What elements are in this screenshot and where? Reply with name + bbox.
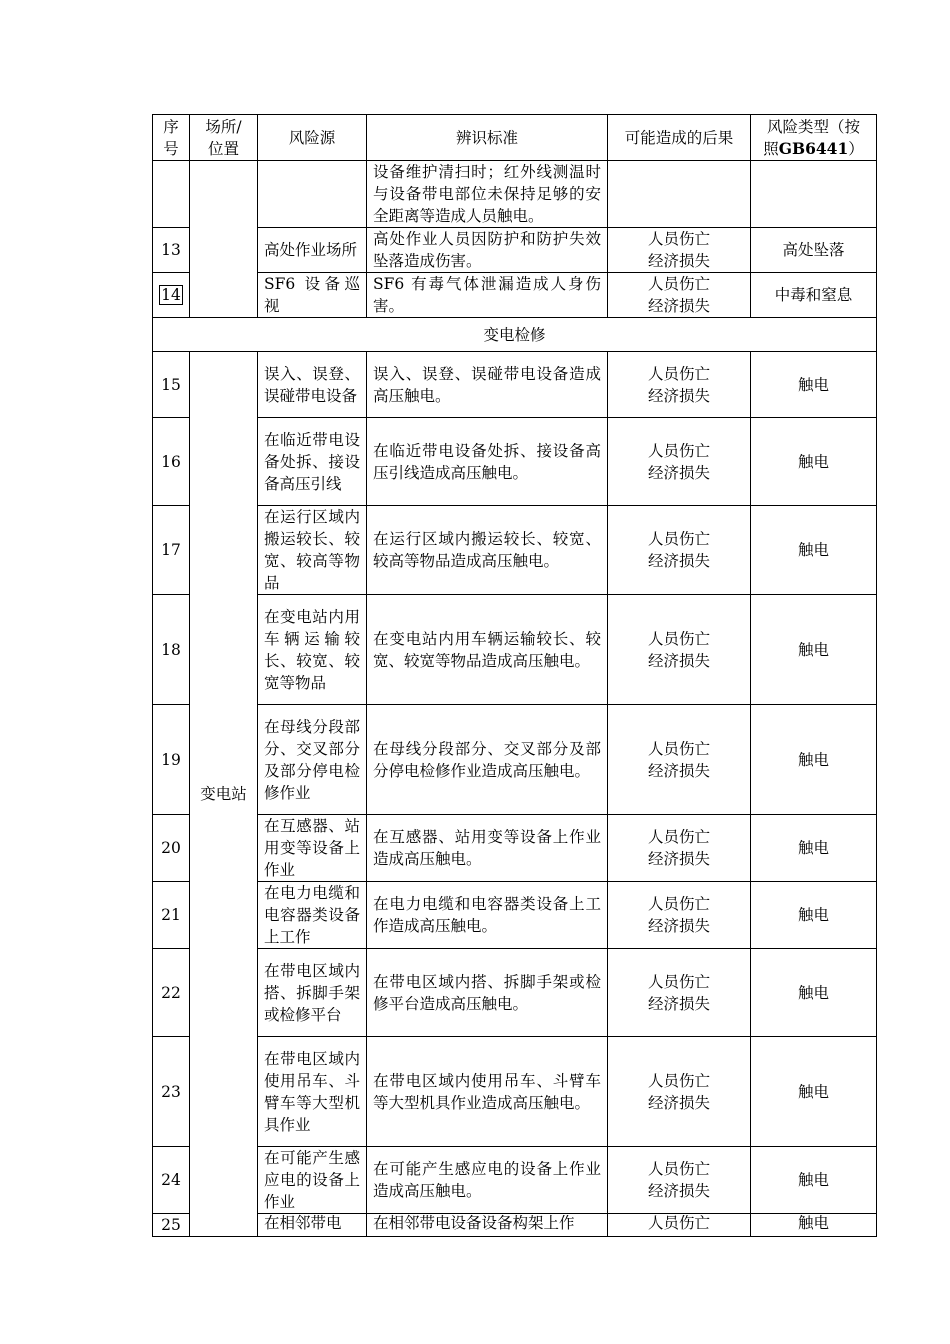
row-criteria: 在可能产生感应电的设备上作业造成高压触电。 [367, 1147, 608, 1214]
header-seq: 序号 [153, 115, 190, 161]
row-consequence [608, 815, 751, 882]
table-row [153, 352, 877, 418]
row-seq: 21 [153, 882, 190, 949]
row-risk-type: 触电 [751, 595, 877, 705]
row-consequence-line: 经济损失 [647, 1093, 710, 1112]
row-seq [153, 161, 190, 228]
row-seq: 16 [153, 418, 190, 506]
row-consequence-line: 人员伤亡 [647, 441, 710, 460]
risk-identification-table [152, 114, 877, 1237]
row-criteria: 在运行区域内搬运较长、较宽、较高等物品造成高压触电。 [367, 506, 608, 595]
row-risk-type: 触电 [751, 352, 877, 418]
row-consequence [608, 352, 751, 418]
row-consequence-line: 经济损失 [647, 463, 710, 482]
row-criteria: 在带电区域内搭、拆脚手架或检修平台造成高压触电。 [367, 949, 608, 1037]
row-risk-source: 在互感器、站用变等设备上作业 [258, 815, 367, 882]
row-consequence-line: 经济损失 [647, 252, 710, 270]
table-row [153, 815, 877, 882]
row-risk-type: 触电 [751, 705, 877, 815]
row-consequence-line: 人员伤亡 [647, 230, 710, 248]
row-risk-source: 误入、误登、误碰带电设备 [258, 352, 367, 418]
row-consequence [608, 161, 751, 228]
row-risk-source: 在可能产生感应电的设备上作业 [258, 1147, 367, 1214]
header-criteria: 辨识标准 [367, 115, 608, 161]
row-consequence-line: 经济损失 [647, 651, 710, 670]
row-location-empty [190, 161, 258, 318]
row-seq-boxed: 14 [161, 286, 181, 304]
row-risk-type: 触电 [751, 882, 877, 949]
row-consequence-line: 经济损失 [647, 386, 710, 405]
row-risk-type: 高处坠落 [751, 228, 877, 273]
row-consequence-line: 人员伤亡 [647, 739, 710, 758]
row-seq: 20 [153, 815, 190, 882]
row-risk-source [258, 161, 367, 228]
row-seq: 22 [153, 949, 190, 1037]
row-risk-type: 触电 [751, 506, 877, 595]
row-consequence-line: 人员伤亡 [647, 1160, 710, 1178]
row-risk-source: 高处作业场所 [258, 228, 367, 273]
row-consequence [608, 228, 751, 273]
table-row [153, 418, 877, 506]
table-row [153, 595, 877, 705]
row-consequence-line: 经济损失 [647, 297, 710, 315]
section-title: 变电检修 [153, 318, 877, 352]
row-criteria: 误入、误登、误碰带电设备造成高压触电。 [367, 352, 608, 418]
table-row [153, 949, 877, 1037]
header-risk-source: 风险源 [258, 115, 367, 161]
header-risk-type-prefix: 风险类型（按照 [763, 117, 860, 158]
row-consequence-line: 经济损失 [647, 552, 710, 570]
table-row [153, 1214, 877, 1237]
row-consequence [608, 705, 751, 815]
row-risk-source: SF6 设备巡视 [258, 273, 367, 318]
row-risk-type: 触电 [751, 1037, 877, 1147]
row-seq: 23 [153, 1037, 190, 1147]
table-row [153, 506, 877, 595]
row-risk-type: 触电 [751, 418, 877, 506]
table-row [153, 882, 877, 949]
table-row [153, 161, 877, 228]
row-risk-source: 在带电区域内搭、拆脚手架或检修平台 [258, 949, 367, 1037]
row-criteria: 在变电站内用车辆运输较长、较宽、较宽等物品造成高压触电。 [367, 595, 608, 705]
row-risk-type [751, 161, 877, 228]
header-risk-type-standard: GB6441 [778, 138, 849, 158]
row-risk-type: 触电 [751, 1147, 877, 1214]
row-risk-type: 触电 [751, 949, 877, 1037]
risk-table-page [152, 114, 876, 1237]
row-consequence-line: 人员伤亡 [647, 972, 710, 991]
row-risk-source: 在母线分段部分、交叉部分及部分停电检修作业 [258, 705, 367, 815]
row-consequence-line: 人员伤亡 [647, 1071, 710, 1090]
header-consequence: 可能造成的后果 [608, 115, 751, 161]
header-risk-type [751, 115, 877, 161]
section-row [153, 318, 877, 352]
row-consequence-line: 人员伤亡 [647, 364, 710, 383]
row-consequence [608, 273, 751, 318]
row-consequence-line: 经济损失 [647, 1182, 710, 1200]
row-criteria: SF6 有毒气体泄漏造成人身伤害。 [367, 273, 608, 318]
row-consequence [608, 1147, 751, 1214]
row-risk-type: 触电 [751, 1214, 877, 1237]
table-row [153, 1147, 877, 1214]
row-risk-source: 在电力电缆和电容器类设备上工作 [258, 882, 367, 949]
row-seq: 19 [153, 705, 190, 815]
row-consequence [608, 1037, 751, 1147]
row-risk-source: 在带电区域内使用吊车、斗臂车等大型机具作业 [258, 1037, 367, 1147]
row-risk-source: 在变电站内用车辆运输较长、较宽、较宽等物品 [258, 595, 367, 705]
header-risk-type-suffix: ） [848, 139, 864, 158]
table-row [153, 228, 877, 273]
row-consequence [608, 418, 751, 506]
table-header-row [153, 115, 877, 161]
row-consequence-line: 人员伤亡 [647, 530, 710, 548]
row-consequence: 人员伤亡 [608, 1214, 751, 1237]
row-risk-type: 中毒和窒息 [751, 273, 877, 318]
table-row [153, 1037, 877, 1147]
row-consequence-line: 经济损失 [647, 761, 710, 780]
row-seq: 15 [153, 352, 190, 418]
table-row [153, 705, 877, 815]
row-criteria: 在母线分段部分、交叉部分及部分停电检修作业造成高压触电。 [367, 705, 608, 815]
row-risk-source: 在运行区域内搬运较长、较宽、较高等物品 [258, 506, 367, 595]
row-consequence [608, 595, 751, 705]
row-criteria: 高处作业人员因防护和防护失效坠落造成伤害。 [367, 228, 608, 273]
row-consequence [608, 949, 751, 1037]
row-seq: 17 [153, 506, 190, 595]
row-criteria: 在带电区域内使用吊车、斗臂车等大型机具作业造成高压触电。 [367, 1037, 608, 1147]
table-row [153, 273, 877, 318]
header-location: 场所/位置 [190, 115, 258, 161]
row-consequence-line: 经济损失 [647, 850, 710, 868]
row-consequence-line: 人员伤亡 [647, 828, 710, 846]
row-consequence-line: 经济损失 [647, 994, 710, 1013]
row-risk-source: 在临近带电设备处拆、接设备高压引线 [258, 418, 367, 506]
row-consequence-line: 人员伤亡 [647, 895, 710, 913]
row-criteria: 在相邻带电设备设备构架上作 [367, 1214, 608, 1237]
row-consequence-line: 人员伤亡 [647, 629, 710, 648]
row-location: 变电站 [190, 352, 258, 1237]
row-consequence [608, 882, 751, 949]
row-seq: 18 [153, 595, 190, 705]
row-consequence [608, 506, 751, 595]
row-risk-type: 触电 [751, 815, 877, 882]
row-seq [153, 273, 190, 318]
row-seq: 13 [153, 228, 190, 273]
row-consequence-line: 经济损失 [647, 917, 710, 935]
row-seq: 25 [153, 1214, 190, 1237]
row-criteria: 在互感器、站用变等设备上作业造成高压触电。 [367, 815, 608, 882]
row-consequence-line: 人员伤亡 [647, 275, 710, 293]
row-criteria: 设备维护清扫时；红外线测温时与设备带电部位未保持足够的安全距离等造成人员触电。 [367, 161, 608, 228]
row-seq: 24 [153, 1147, 190, 1214]
row-criteria: 在临近带电设备处拆、接设备高压引线造成高压触电。 [367, 418, 608, 506]
row-risk-source: 在相邻带电 [258, 1214, 367, 1237]
row-criteria: 在电力电缆和电容器类设备上工作造成高压触电。 [367, 882, 608, 949]
